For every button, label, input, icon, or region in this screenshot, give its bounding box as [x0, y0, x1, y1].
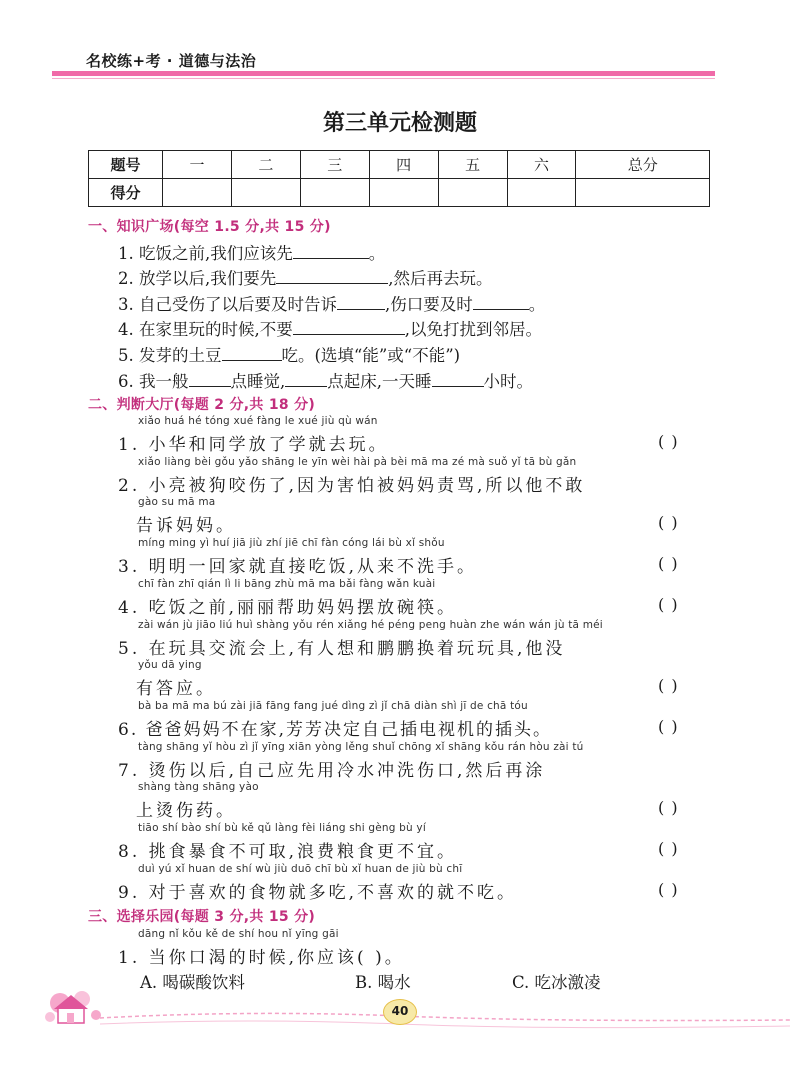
section-heading-1: 一、知识广场(每空 1.5 分,共 15 分)	[88, 219, 331, 235]
item-text: 我一般	[139, 372, 189, 391]
answer-blank[interactable]	[285, 373, 327, 387]
item-text: 吃饭之前,我们应该先	[139, 244, 293, 263]
answer-blank[interactable]	[222, 347, 282, 361]
answer-blank[interactable]	[293, 321, 405, 335]
judge-item-2-cont: 告诉妈妈。	[136, 516, 236, 536]
table-cell: 二	[231, 151, 300, 179]
judge-item-7: 7. 烫伤以后,自己应先用冷水冲洗伤口,然后再涂	[118, 761, 546, 781]
pinyin-line: tàng shāng yǐ hòu zì jǐ yīng xiān yòng lěng shuǐ chōng xǐ shāng kǒu rán hòu zài tú	[138, 741, 584, 753]
brand-title: 名校练+考 · 道德与法治	[86, 52, 257, 70]
answer-paren[interactable]: ( )	[658, 432, 679, 451]
item-number: 6.	[118, 372, 134, 391]
answer-paren[interactable]: ( )	[658, 554, 679, 573]
item-text: ,以免打扰到邻居。	[404, 320, 542, 339]
item-text: 放学以后,我们要先	[139, 269, 277, 288]
answer-paren[interactable]: ( )	[658, 595, 679, 614]
judge-item-8: 8. 挑食暴食不可取,浪费粮食更不宜。	[118, 842, 458, 862]
pinyin-line: míng ming yì huí jiā jiù zhí jiē chī fàn cóng lái bù xǐ shǒu	[138, 537, 445, 549]
house-icon	[40, 985, 110, 1030]
answer-blank[interactable]	[473, 296, 529, 310]
table-cell: 六	[507, 151, 576, 179]
table-row	[89, 151, 710, 179]
judge-item-2: 2. 小亮被狗咬伤了,因为害怕被妈妈责骂,所以他不敢	[118, 476, 586, 496]
item-text: 点起床,一天睡	[327, 372, 432, 391]
item-text: 点睡觉,	[230, 372, 286, 391]
fill-item-2	[118, 265, 493, 289]
pinyin-line: dāng nǐ kǒu kě de shí hou nǐ yīng gāi	[138, 928, 339, 940]
pinyin-line: bà ba mā ma bú zài jiā fāng fang jué dìng zì jǐ chā diàn shì jī de chā tóu	[138, 700, 528, 712]
score-input-cell[interactable]	[231, 179, 300, 207]
item-text: 。	[528, 295, 546, 314]
table-cell: 一	[163, 151, 232, 179]
item-text: 自己受伤了以后要及时告诉	[139, 295, 337, 314]
answer-blank[interactable]	[293, 245, 369, 259]
pinyin-line: shàng tàng shāng yào	[138, 781, 259, 793]
score-input-cell[interactable]	[300, 179, 369, 207]
pinyin-line: zài wán jù jiāo liú huì shàng yǒu rén xiǎng hé péng peng huàn zhe wán wán jù tā méi	[138, 619, 603, 631]
section-heading-3: 三、选择乐园(每题 3 分,共 15 分)	[88, 909, 316, 925]
answer-paren[interactable]: ( )	[658, 839, 679, 858]
pinyin-line: xiǎo huá hé tóng xué fàng le xué jiù qù wán	[138, 415, 378, 427]
answer-paren[interactable]: ( )	[658, 798, 679, 817]
option-a[interactable]: A. 喝碳酸饮料	[140, 973, 245, 992]
header-band-line	[52, 78, 715, 79]
judge-item-7-cont: 上烫伤药。	[136, 801, 236, 821]
pinyin-line: gào su mā ma	[138, 496, 216, 508]
option-c[interactable]: C. 吃冰激凌	[512, 973, 601, 992]
answer-blank[interactable]	[189, 373, 231, 387]
fill-item-5	[118, 342, 460, 366]
pinyin-line: yǒu dā ying	[138, 659, 202, 671]
judge-item-3: 3. 明明一回家就直接吃饭,从来不洗手。	[118, 557, 478, 577]
section-heading-2: 二、判断大厅(每题 2 分,共 18 分)	[88, 397, 316, 413]
fill-item-3	[118, 291, 545, 315]
item-number: 3.	[118, 295, 134, 314]
item-text: 在家里玩的时候,不要	[139, 320, 293, 339]
judge-item-6: 6. 爸爸妈妈不在家,芳芳决定自己插电视机的插头。	[118, 720, 553, 740]
answer-blank[interactable]	[276, 270, 388, 284]
answer-paren[interactable]: ( )	[658, 880, 679, 899]
table-cell: 五	[438, 151, 507, 179]
table-row	[89, 179, 710, 207]
fill-item-1	[118, 240, 385, 264]
pinyin-line: tiāo shí bào shí bù kě qǔ làng fèi liáng shi gèng bù yí	[138, 822, 426, 834]
item-text: ,然后再去玩。	[388, 269, 493, 288]
score-input-cell[interactable]	[163, 179, 232, 207]
table-cell: 四	[369, 151, 438, 179]
page-title: 第三单元检测题	[322, 110, 477, 136]
judge-item-5-cont: 有答应。	[136, 679, 216, 699]
item-number: 1.	[118, 244, 134, 263]
pinyin-line: xiǎo liàng bèi gǒu yǎo shāng le yīn wèi hài pà bèi mā ma zé mà suǒ yǐ tā bù gǎn	[138, 456, 577, 468]
table-cell: 三	[300, 151, 369, 179]
fill-item-4	[118, 316, 542, 340]
table-cell: 总分	[576, 151, 710, 179]
header-band	[52, 71, 715, 76]
item-text: ,伤口要及时	[385, 295, 473, 314]
pinyin-line: chī fàn zhī qián lì li bāng zhù mā ma bǎi fàng wǎn kuài	[138, 578, 436, 590]
judge-item-9: 9. 对于喜欢的食物就多吃,不喜欢的就不吃。	[118, 883, 518, 903]
answer-paren[interactable]: ( )	[658, 676, 679, 695]
item-number: 2.	[118, 269, 134, 288]
judge-item-4: 4. 吃饭之前,丽丽帮助妈妈摆放碗筷。	[118, 598, 458, 618]
score-input-cell[interactable]	[507, 179, 576, 207]
page-number: 40	[383, 999, 417, 1025]
score-input-cell[interactable]	[369, 179, 438, 207]
pinyin-line: duì yú xǐ huan de shí wù jiù duō chī bù xǐ huan de jiù bù chī	[138, 863, 463, 875]
item-number: 4.	[118, 320, 134, 339]
table-cell: 得分	[89, 179, 163, 207]
table-cell: 题号	[89, 151, 163, 179]
score-input-cell[interactable]	[438, 179, 507, 207]
choice-item-1: 1. 当你口渴的时候,你应该( )。	[118, 948, 405, 968]
item-text: 小时。	[483, 372, 533, 391]
score-input-cell[interactable]	[576, 179, 710, 207]
judge-item-5: 5. 在玩具交流会上,有人想和鹏鹏换着玩玩具,他没	[118, 639, 566, 659]
item-number: 5.	[118, 346, 134, 365]
score-table	[88, 150, 710, 207]
item-text: 吃。(选填“能”或“不能”)	[281, 346, 461, 365]
answer-paren[interactable]: ( )	[658, 513, 679, 532]
answer-blank[interactable]	[337, 296, 385, 310]
fill-item-6	[118, 368, 533, 392]
option-b[interactable]: B. 喝水	[355, 973, 411, 992]
judge-item-1: 1. 小华和同学放了学就去玩。	[118, 435, 389, 455]
answer-blank[interactable]	[432, 373, 484, 387]
item-text: 发芽的土豆	[139, 346, 222, 365]
item-text: 。	[368, 244, 386, 263]
answer-paren[interactable]: ( )	[658, 717, 679, 736]
